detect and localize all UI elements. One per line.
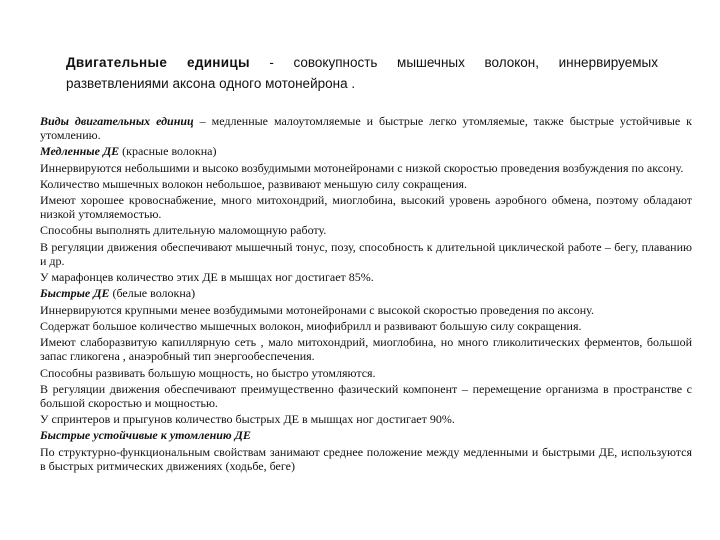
definition-header bbox=[66, 52, 658, 94]
paragraph-fast-fibers: Содержат большое количество мышечных волокон, миофибрилл и развивают большую силу сокращения. bbox=[40, 318, 582, 333]
types-text: – медленные малоутомляемые и быстрые легко утомляемые, также быстрые устойчивые к утомлению. bbox=[40, 114, 692, 142]
paragraph-fast-sprinters: У спринтеров и прыгунов количество быстрых ДЕ в мышцах ног достигает 90%. bbox=[40, 412, 455, 427]
content-body bbox=[40, 114, 692, 475]
paragraph-resistant-heading bbox=[40, 428, 692, 442]
definition-line-1 bbox=[66, 52, 658, 73]
paragraph-fast-regulation: В регуляции движения обеспечивают преимущественно фазический компонент – перемещение организма в пространстве с большой скоростью и мощностью. bbox=[40, 381, 692, 410]
paragraph-fast-capillary: Имеют слаборазвитую капиллярную сеть , мало митохондрий, миоглобина, но много гликолитических ферментов, большой запас гликогена , анаэробный тип энергообеспечения. bbox=[40, 335, 692, 364]
fast-term: Быстрые ДЕ bbox=[40, 286, 110, 301]
paragraph-slow-blood: Имеют хорошее кровоснабжение, много митохондрий, миоглобина, высокий уровень аэробного обмена, поэтому обладают низкой утомляемостью. bbox=[40, 193, 692, 222]
paragraph-slow-work: Способны выполнять длительную маломощную работу. bbox=[40, 223, 327, 238]
paragraph-slow-marathon: У марафонцев количество этих ДЕ в мышцах ног достигает 85%. bbox=[40, 270, 374, 285]
fast-subtitle: (белые волокна) bbox=[109, 286, 196, 301]
paragraph-resistant-text: По структурно-функциональным свойствам занимают среднее положение между медленными и быстрыми ДЕ, используются в быстрых ритмических движениях (ходьбе, беге) bbox=[40, 444, 692, 473]
paragraph-slow-heading bbox=[40, 144, 692, 158]
slow-subtitle: (красные волокна) bbox=[119, 144, 217, 159]
slow-term: Медленные ДЕ bbox=[40, 144, 120, 159]
definition-text-1: - совокупность мышечных волокон, иннервируемых bbox=[249, 55, 658, 70]
paragraph-slow-innervation: Иннервируются небольшими и высоко возбудимыми мотонейронами с низкой скоростью проведения возбуждения по аксону. bbox=[40, 160, 684, 175]
paragraph-fast-innervation: Иннервируются крупными менее возбудимыми мотонейронами с высокой скоростью проведения по аксону. bbox=[40, 302, 594, 317]
paragraph-types bbox=[40, 114, 692, 142]
paragraph-fast-heading bbox=[40, 286, 692, 300]
paragraph-fast-power: Способны развивать большую мощность, но быстро утомляются. bbox=[40, 365, 376, 380]
types-term: Виды двигательных единиц bbox=[40, 114, 194, 128]
paragraph-slow-fibers: Количество мышечных волокон небольшое, развивают меньшую силу сокращения. bbox=[40, 176, 468, 191]
definition-line-2: разветвлениями аксона одного мотонейрона . bbox=[66, 76, 356, 91]
definition-term: Двигательные единицы bbox=[66, 55, 250, 70]
paragraph-slow-regulation: В регуляции движения обеспечивают мышечный тонус, позу, способность к длительной циклической работе – бегу, плаванию и др. bbox=[40, 239, 692, 268]
resistant-term: Быстрые устойчивые к утомлению ДЕ bbox=[40, 428, 251, 443]
